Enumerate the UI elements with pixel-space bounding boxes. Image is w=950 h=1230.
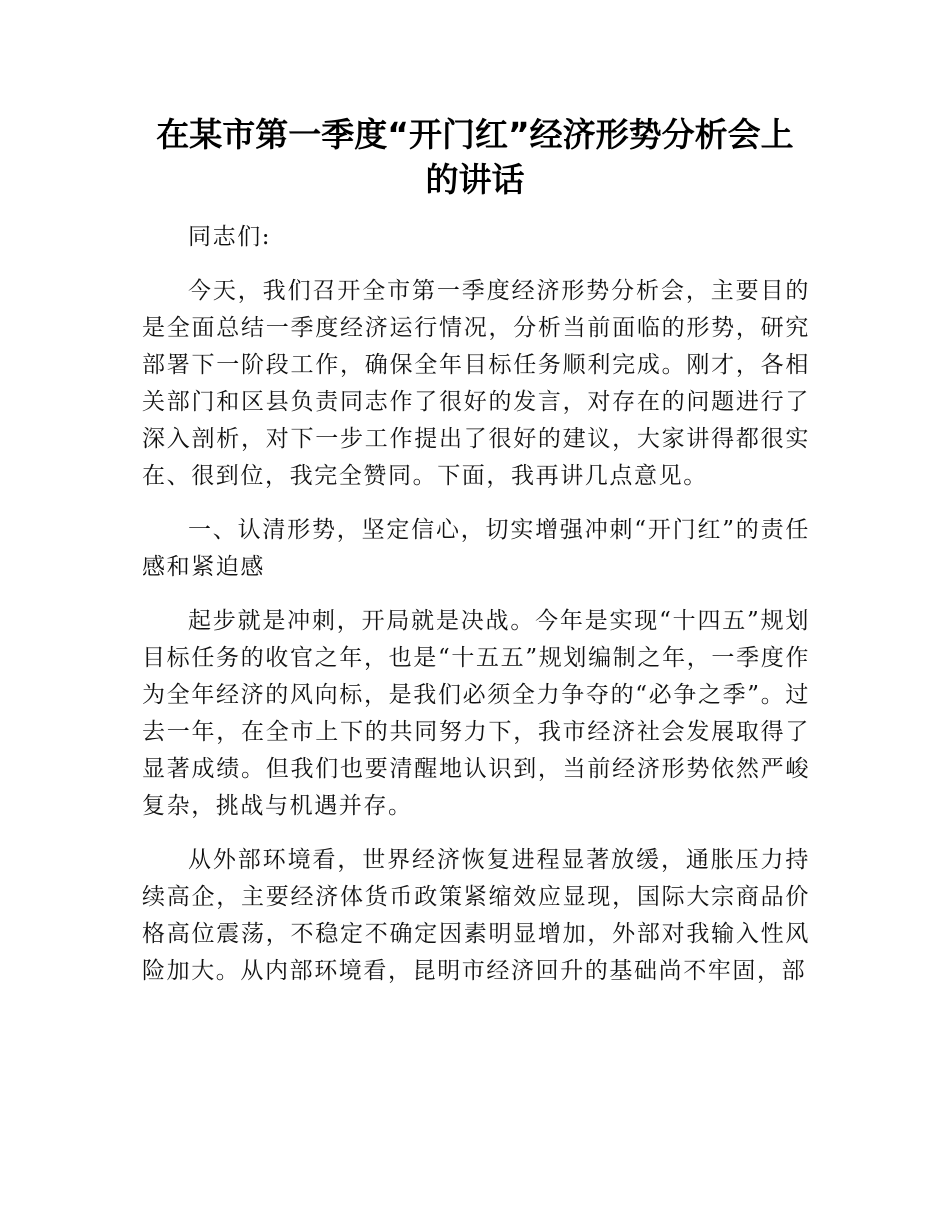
- section-heading-1: 一、认清形势，坚定信心，切实增强冲刺“开门红”的责任感和紧迫感: [142, 517, 810, 580]
- document-title: 在某市第一季度“开门红”经济形势分析会上的讲话: [156, 115, 794, 199]
- body-paragraph: 起步就是冲刺，开局就是决战。今年是实现“十四五”规划目标任务的收官之年，也是“十五五”规划编制之年，一季度作为全年经济的风向标，是我们必须全力争夺的“必争之季”。过去一年，在全市上下的共同努力下，我市经济社会发展取得了显著成绩。但我们也要清醒地认识到，当前经济形势依然严峻复杂，挑战与机遇并存。: [142, 608, 810, 819]
- intro-paragraph: 今天，我们召开全市第一季度经济形势分析会，主要目的是全面总结一季度经济运行情况，分析当前面临的形势，研究部署下一阶段工作，确保全年目标任务顺利完成。刚才，各相关部门和区县负责同志作了很好的发言，对存在的问题进行了深入剖析，对下一步工作提出了很好的建议，大家讲得都很实在、很到位，我完全赞同。下面，我再讲几点意见。: [142, 278, 810, 489]
- document-body: [142, 219, 810, 1007]
- salutation-paragraph: 同志们:: [188, 224, 272, 250]
- body-paragraph: 从外部环境看，世界经济恢复进程显著放缓，通胀压力持续高企，主要经济体货币政策紧缩效应显现，国际大宗商品价格高位震荡，不稳定不确定因素明显增加，外部对我输入性风险加大。从内部环境看，昆明市经济回升的基础尚不牢固，部: [142, 847, 810, 984]
